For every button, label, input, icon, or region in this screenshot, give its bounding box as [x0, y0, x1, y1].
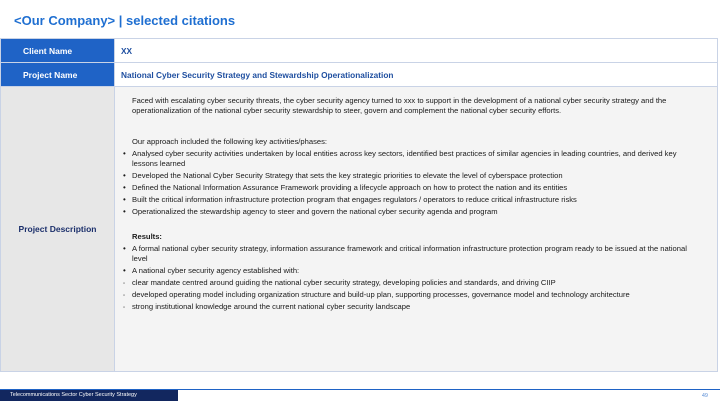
project-description-label: Project Description — [1, 87, 115, 372]
list-item: • Defined the National Information Assurance Framework providing a lifecycle approach on how to protect the nation and its entities — [123, 183, 703, 193]
project-name-value: National Cyber Security Strategy and Stewardship Operationalization — [115, 63, 718, 87]
page-number: 49 — [701, 393, 708, 399]
sub-list-item: ▫ strong institutional knowledge around the current national cyber security landscape — [123, 302, 703, 312]
project-description-cell — [115, 87, 718, 372]
footer-label: Telecommunications Sector Cyber Security Strategy — [0, 390, 178, 401]
project-name-label: Project Name — [1, 63, 115, 87]
intro-paragraph: Faced with escalating cyber security threats, the cyber security agency turned to xxx to support in the development of a national cyber security strategy and the operationalization of the national cyber security stewardship to steer, govern and complement the national cyber security efforts. — [132, 96, 667, 115]
page-title: <Our Company> | selected citations — [14, 13, 236, 28]
client-name-value: XX — [115, 39, 718, 63]
list-item: • A formal national cyber security strategy, information assurance framework and critical information infrastructure protection program ready to be issued at the national level — [123, 244, 703, 264]
list-item: • Analysed cyber security activities undertaken by local entities across key sectors, identified best practices of similar agencies in leading countries, and derived key lessons learned — [123, 149, 703, 169]
activities-list — [123, 149, 703, 217]
citation-table — [0, 38, 718, 372]
list-item: • Operationalized the stewardship agency to steer and govern the national cyber security agenda and program — [123, 207, 703, 217]
list-item: • Built the critical information infrastructure protection program that engages regulators / operators to reduce critical infrastructure risks — [123, 195, 703, 205]
approach-heading: Our approach included the following key activities/phases: — [132, 137, 328, 146]
sub-list-item: ▫ developed operating model including organization structure and build-up plan, supporting processes, governance model and technology architecture — [123, 290, 703, 300]
description-row — [1, 87, 718, 372]
results-heading: Results: — [132, 232, 162, 241]
client-row — [1, 39, 718, 63]
list-item: • Developed the National Cyber Security Strategy that sets the key strategic priorities to elevate the level of cyberspace protection — [123, 171, 703, 181]
sub-list-item: ▫ clear mandate centred around guiding the national cyber security strategy, developing policies and standards, and driving CIIP — [123, 278, 703, 288]
client-name-label: Client Name — [1, 39, 115, 63]
list-item: • A national cyber security agency established with: — [123, 266, 703, 276]
results-list — [123, 244, 703, 312]
project-row — [1, 63, 718, 87]
